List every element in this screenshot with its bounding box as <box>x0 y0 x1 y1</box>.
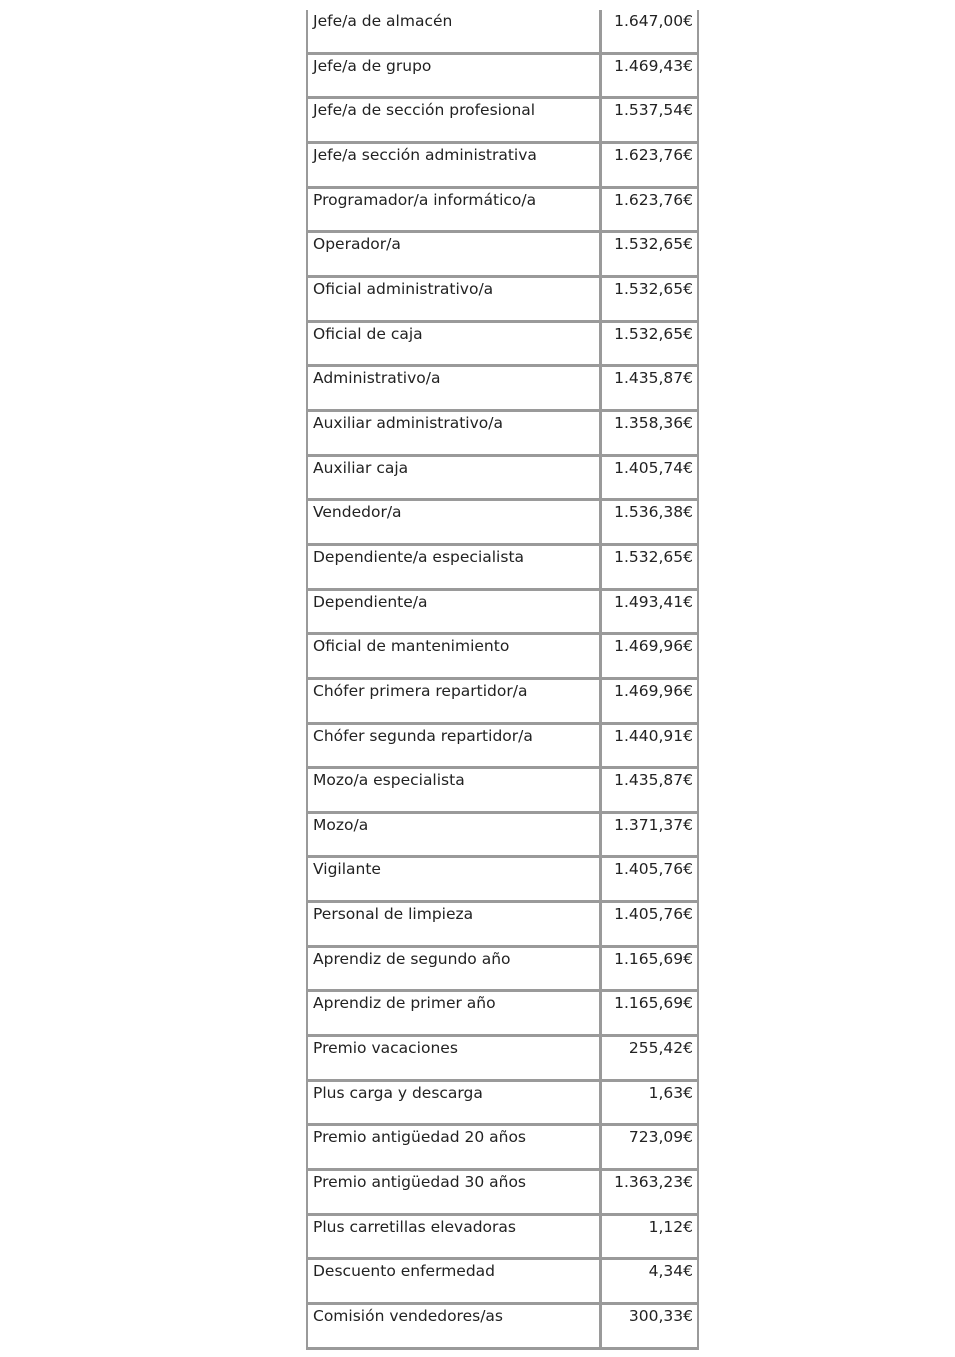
table-row <box>306 903 699 948</box>
amount-cell: 1.623,76€ <box>602 189 699 231</box>
amount-cell: 1.405,76€ <box>602 858 699 900</box>
table-row <box>306 725 699 770</box>
table-row <box>306 501 699 546</box>
category-cell: Oficial administrativo/a <box>306 278 602 320</box>
table-row <box>306 10 699 55</box>
category-cell: Oficial de mantenimiento <box>306 635 602 677</box>
amount-cell: 4,34€ <box>602 1260 699 1302</box>
amount-cell: 1.536,38€ <box>602 501 699 543</box>
table-row <box>306 680 699 725</box>
amount-cell: 255,42€ <box>602 1037 699 1079</box>
category-cell: Premio antigüedad 20 años <box>306 1126 602 1168</box>
amount-cell: 1,63€ <box>602 1082 699 1124</box>
amount-cell: 1.537,54€ <box>602 99 699 141</box>
amount-cell: 1.469,96€ <box>602 635 699 677</box>
table-row <box>306 992 699 1037</box>
table-row <box>306 1037 699 1082</box>
table-row <box>306 769 699 814</box>
amount-cell: 1.623,76€ <box>602 144 699 186</box>
category-cell: Auxiliar administrativo/a <box>306 412 602 454</box>
table-row <box>306 1216 699 1261</box>
category-cell: Aprendiz de primer año <box>306 992 602 1034</box>
amount-cell: 1.532,65€ <box>602 233 699 275</box>
category-cell: Chófer primera repartidor/a <box>306 680 602 722</box>
category-cell: Administrativo/a <box>306 367 602 409</box>
category-cell: Jefe/a sección administrativa <box>306 144 602 186</box>
table-row <box>306 367 699 412</box>
category-cell: Personal de limpieza <box>306 903 602 945</box>
category-cell: Vendedor/a <box>306 501 602 543</box>
table-row <box>306 591 699 636</box>
category-cell: Auxiliar caja <box>306 457 602 499</box>
table-row <box>306 233 699 278</box>
table-row <box>306 1171 699 1216</box>
category-cell: Jefe/a de sección profesional <box>306 99 602 141</box>
amount-cell: 1.647,00€ <box>602 10 699 52</box>
amount-cell: 1.532,65€ <box>602 323 699 365</box>
category-cell: Operador/a <box>306 233 602 275</box>
table-row <box>306 457 699 502</box>
category-cell: Dependiente/a especialista <box>306 546 602 588</box>
amount-cell: 1.165,69€ <box>602 992 699 1034</box>
table-row <box>306 189 699 234</box>
amount-cell: 1.165,69€ <box>602 948 699 990</box>
category-cell: Aprendiz de segundo año <box>306 948 602 990</box>
category-cell: Premio vacaciones <box>306 1037 602 1079</box>
table-row <box>306 323 699 368</box>
category-cell: Plus carretillas elevadoras <box>306 1216 602 1258</box>
table-row <box>306 144 699 189</box>
category-cell: Dependiente/a <box>306 591 602 633</box>
amount-cell: 1.405,76€ <box>602 903 699 945</box>
amount-cell: 1.440,91€ <box>602 725 699 767</box>
amount-cell: 1.363,23€ <box>602 1171 699 1213</box>
table-row <box>306 546 699 591</box>
category-cell: Oficial de caja <box>306 323 602 365</box>
amount-cell: 1.532,65€ <box>602 546 699 588</box>
table-row <box>306 635 699 680</box>
category-cell: Chófer segunda repartidor/a <box>306 725 602 767</box>
table-row <box>306 412 699 457</box>
amount-cell: 1.469,43€ <box>602 55 699 97</box>
category-cell: Mozo/a <box>306 814 602 856</box>
amount-cell: 1.435,87€ <box>602 769 699 811</box>
category-cell: Descuento enfermedad <box>306 1260 602 1302</box>
amount-cell: 300,33€ <box>602 1305 699 1347</box>
amount-cell: 1.435,87€ <box>602 367 699 409</box>
category-cell: Vigilante <box>306 858 602 900</box>
category-cell: Jefe/a de almacén <box>306 10 602 52</box>
category-cell: Plus carga y descarga <box>306 1082 602 1124</box>
amount-cell: 1.493,41€ <box>602 591 699 633</box>
amount-cell: 1,12€ <box>602 1216 699 1258</box>
table-row <box>306 858 699 903</box>
table-row <box>306 278 699 323</box>
table-row <box>306 55 699 100</box>
category-cell: Jefe/a de grupo <box>306 55 602 97</box>
amount-cell: 723,09€ <box>602 1126 699 1168</box>
category-cell: Premio antigüedad 30 años <box>306 1171 602 1213</box>
category-cell: Programador/a informático/a <box>306 189 602 231</box>
amount-cell: 1.469,96€ <box>602 680 699 722</box>
table-row <box>306 1305 699 1350</box>
amount-cell: 1.405,74€ <box>602 457 699 499</box>
table-row <box>306 1082 699 1127</box>
category-cell: Comisión vendedores/as <box>306 1305 602 1347</box>
table-row <box>306 1126 699 1171</box>
category-cell: Mozo/a especialista <box>306 769 602 811</box>
table-row <box>306 814 699 859</box>
salary-table <box>306 10 699 1350</box>
table-row <box>306 99 699 144</box>
amount-cell: 1.358,36€ <box>602 412 699 454</box>
table-row <box>306 1260 699 1305</box>
amount-cell: 1.371,37€ <box>602 814 699 856</box>
amount-cell: 1.532,65€ <box>602 278 699 320</box>
table-row <box>306 948 699 993</box>
